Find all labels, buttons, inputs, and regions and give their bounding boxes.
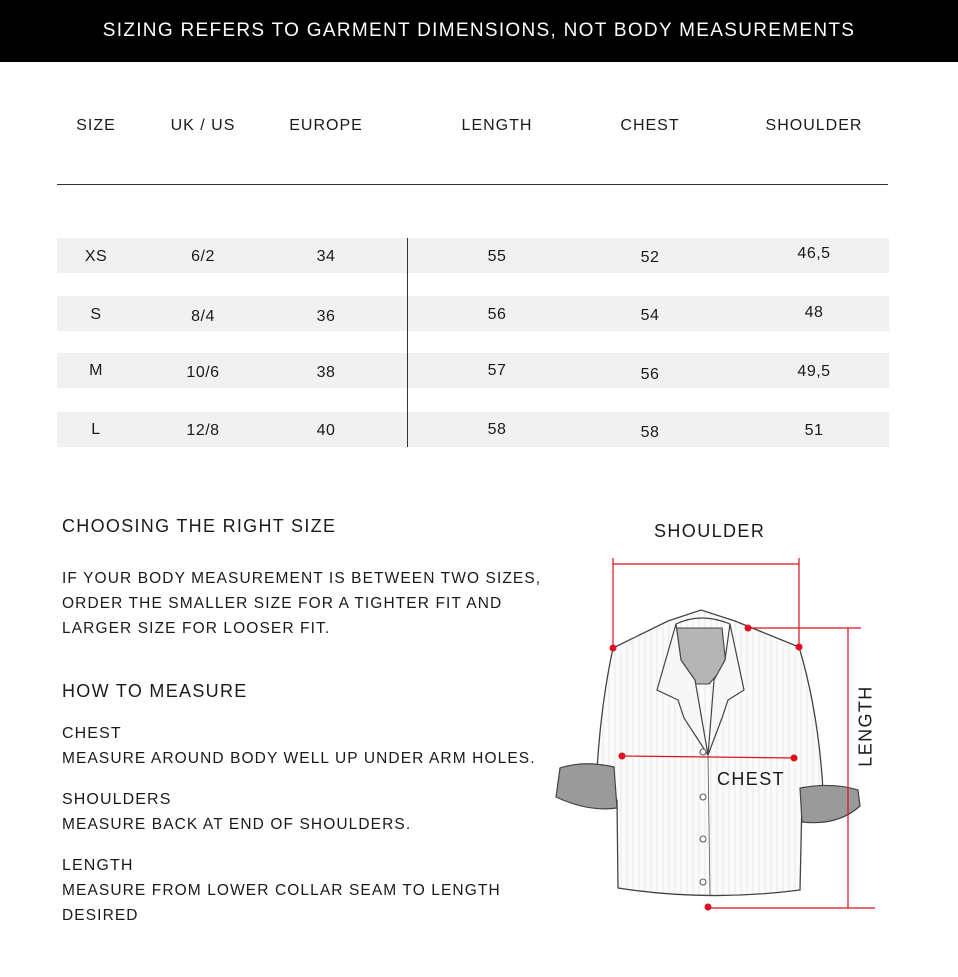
top-banner xyxy=(0,0,958,62)
cell-europe: 38 xyxy=(316,364,336,381)
table-row xyxy=(57,296,889,331)
banner-text: SIZING REFERS TO GARMENT DIMENSIONS, NOT BODY MEASUREMENTS xyxy=(102,20,856,41)
choosing-size-title: CHOOSING THE RIGHT SIZE xyxy=(62,516,337,536)
table-row xyxy=(57,412,889,447)
cell-europe: 36 xyxy=(316,308,336,325)
cell-shoulder: 51 xyxy=(804,422,824,439)
cell-size: S xyxy=(90,306,102,323)
guide-line: IF YOUR BODY MEASUREMENT IS BETWEEN TWO SIZES, xyxy=(62,570,542,587)
table-row xyxy=(57,353,889,388)
cell-chest: 58 xyxy=(640,424,660,441)
how-to-measure-title: HOW TO MEASURE xyxy=(62,681,248,701)
cell-length: 57 xyxy=(487,362,507,379)
length-label: LENGTH xyxy=(855,685,876,767)
cell-shoulder: 46,5 xyxy=(797,245,831,262)
length-text-line: DESIRED xyxy=(62,907,139,924)
cell-uk-us: 12/8 xyxy=(186,422,220,439)
cell-chest: 56 xyxy=(640,366,660,383)
chest-text: MEASURE AROUND BODY WELL UP UNDER ARM HOLES. xyxy=(62,750,536,767)
header-size: SIZE xyxy=(76,117,116,134)
header-shoulder: SHOULDER xyxy=(765,117,863,134)
guide-line: LARGER SIZE FOR LOOSER FIT. xyxy=(62,620,331,637)
cell-size: L xyxy=(91,421,101,438)
header-uk-us: UK / US xyxy=(170,117,236,134)
length-title: LENGTH xyxy=(62,857,134,874)
cell-uk-us: 10/6 xyxy=(186,364,220,381)
cell-size: XS xyxy=(84,248,108,265)
cell-chest: 52 xyxy=(640,249,660,266)
length-text-line: MEASURE FROM LOWER COLLAR SEAM TO LENGTH xyxy=(62,882,501,899)
cell-shoulder: 49,5 xyxy=(797,363,831,380)
cell-length: 55 xyxy=(487,248,507,265)
table-row xyxy=(57,238,889,273)
right-cuff xyxy=(800,785,860,822)
header-divider xyxy=(57,184,888,185)
shoulders-title: SHOULDERS xyxy=(62,791,172,808)
cell-chest: 54 xyxy=(640,307,660,324)
cell-europe: 34 xyxy=(316,248,336,265)
chest-title: CHEST xyxy=(62,725,122,742)
cell-europe: 40 xyxy=(316,422,336,439)
shoulder-label: SHOULDER xyxy=(654,521,766,541)
header-europe: EUROPE xyxy=(289,117,363,134)
chest-label: CHEST xyxy=(717,769,786,789)
shirt-diagram xyxy=(540,510,958,930)
header-chest: CHEST xyxy=(620,117,680,134)
cell-size: M xyxy=(89,362,103,379)
cell-length: 58 xyxy=(487,421,507,438)
guide-line: ORDER THE SMALLER SIZE FOR A TIGHTER FIT AND xyxy=(62,595,503,612)
shoulders-text: MEASURE BACK AT END OF SHOULDERS. xyxy=(62,816,412,833)
cell-uk-us: 8/4 xyxy=(191,308,215,325)
cell-length: 56 xyxy=(487,306,507,323)
shirt-illustration xyxy=(540,510,958,930)
cell-uk-us: 6/2 xyxy=(191,248,215,265)
cell-shoulder: 48 xyxy=(804,304,824,321)
header-length: LENGTH xyxy=(461,117,533,134)
left-cuff xyxy=(556,764,617,809)
column-separator xyxy=(407,238,408,447)
